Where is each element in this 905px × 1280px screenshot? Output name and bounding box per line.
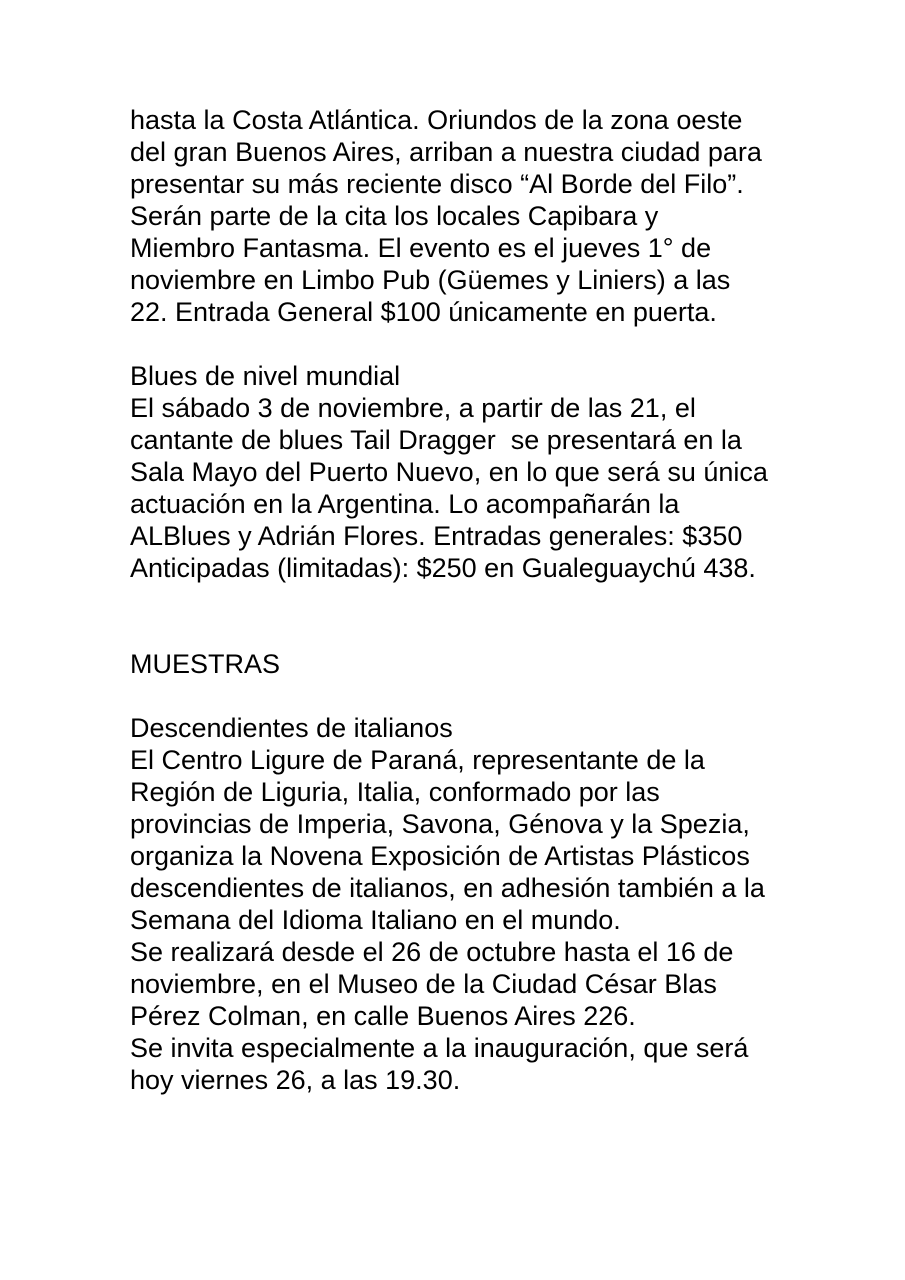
text-line: provincias de Imperia, Savona, Génova y la Spezia, [130,809,750,839]
text-line: descendientes de italianos, en adhesión también a la [130,873,765,903]
text-line: El Centro Ligure de Paraná, representante de la [130,745,705,775]
text-line: hasta la Costa Atlántica. Oriundos de la zona oeste [130,105,743,135]
muestras-heading [130,648,820,680]
text-line: presentar su más reciente disco “Al Borde del Filo”. [130,169,744,199]
text-line: Región de Liguria, Italia, conformado por las [130,777,660,807]
text-line: noviembre en Limbo Pub (Güemes y Liniers) a las [130,265,731,295]
text-line: actuación en la Argentina. Lo acompañarán la [130,489,680,519]
text-line: organiza la Novena Exposición de Artistas Plásticos [130,841,750,871]
text-line: Blues de nivel mundial [130,361,401,391]
text-line: MUESTRAS [130,649,281,679]
text-line: Semana del Idioma Italiano en el mundo. [130,905,621,935]
text-line: hoy viernes 26, a las 19.30. [130,1065,461,1095]
text-line: 22. Entrada General $100 únicamente en puerta. [130,297,717,327]
text-line: Se invita especialmente a la inauguración, que será [130,1033,749,1063]
blues-section-paragraph [130,360,820,584]
descendientes-section-paragraph [130,712,820,1096]
text-line: Pérez Colman, en calle Buenos Aires 226. [130,1001,636,1031]
text-line: Descendientes de italianos [130,713,453,743]
text-line: noviembre, en el Museo de la Ciudad César Blas [130,969,717,999]
agenda-concert-paragraph [130,104,820,328]
text-line: Sala Mayo del Puerto Nuevo, en lo que será su única [130,457,768,487]
text-line: cantante de blues Tail Dragger se presentará en la [130,425,742,455]
text-line: Se realizará desde el 26 de octubre hasta el 16 de [130,937,734,967]
text-line: Serán parte de la cita los locales Capibara y [130,201,659,231]
text-line: Miembro Fantasma. El evento es el jueves 1° de [130,233,712,263]
text-line: El sábado 3 de noviembre, a partir de las 21, el [130,393,696,423]
text-line: Anticipadas (limitadas): $250 en Gualeguaychú 438. [130,553,756,583]
text-line: ALBlues y Adrián Flores. Entradas generales: $350 [130,521,743,551]
text-line: del gran Buenos Aires, arriban a nuestra ciudad para [130,137,762,167]
